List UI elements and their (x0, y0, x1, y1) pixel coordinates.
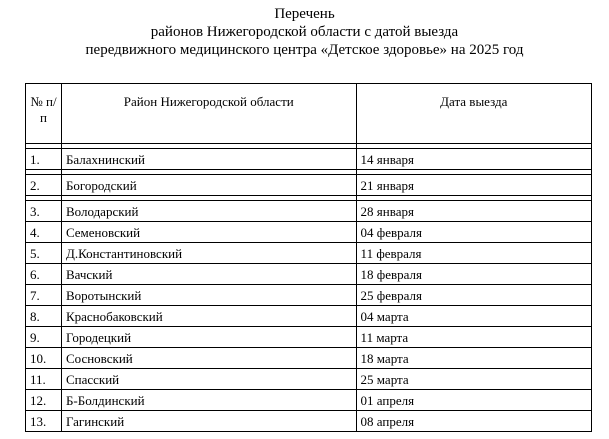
cell-date: 25 февраля (356, 285, 591, 306)
cell-num: 12. (26, 390, 62, 411)
cell-date: 11 марта (356, 327, 591, 348)
cell-num: 13. (26, 411, 62, 432)
table-body (26, 144, 592, 432)
cell-date: 21 января (356, 175, 591, 196)
table-row (26, 175, 592, 196)
header-district: Район Нижегородской области (61, 84, 356, 144)
cell-district: Семеновский (61, 222, 356, 243)
cell-district: Богородский (61, 175, 356, 196)
cell-district: Краснобаковский (61, 306, 356, 327)
table-row (26, 411, 592, 432)
cell-num: 7. (26, 285, 62, 306)
cell-date: 14 января (356, 149, 591, 170)
cell-num: 1. (26, 149, 62, 170)
table-row (26, 369, 592, 390)
cell-district: Сосновский (61, 348, 356, 369)
title-line-3: передвижного медицинского центра «Детское здоровье» на 2025 год (85, 42, 524, 58)
cell-num: 10. (26, 348, 62, 369)
cell-num: 11. (26, 369, 62, 390)
districts-table (25, 83, 592, 432)
title-line-1: Перечень (274, 6, 335, 22)
cell-date: 18 февраля (356, 264, 591, 285)
table-row (26, 201, 592, 222)
cell-date: 01 апреля (356, 390, 591, 411)
table-row (26, 348, 592, 369)
table-row (26, 264, 592, 285)
cell-district: Гагинский (61, 411, 356, 432)
table-row (26, 306, 592, 327)
table-row (26, 243, 592, 264)
cell-district: Д.Константиновский (61, 243, 356, 264)
table-row (26, 390, 592, 411)
cell-num: 6. (26, 264, 62, 285)
cell-date: 04 февраля (356, 222, 591, 243)
cell-date: 28 января (356, 201, 591, 222)
table-row (26, 327, 592, 348)
cell-num: 4. (26, 222, 62, 243)
cell-date: 08 апреля (356, 411, 591, 432)
cell-num: 9. (26, 327, 62, 348)
table-row (26, 222, 592, 243)
cell-district: Воротынский (61, 285, 356, 306)
title-line-2: районов Нижегородской области с датой выезда (150, 24, 459, 40)
table-header-row (26, 84, 592, 144)
header-date: Дата выезда (356, 84, 591, 144)
cell-district: Городецкий (61, 327, 356, 348)
document-title (0, 5, 609, 59)
header-num: № п/п (26, 84, 62, 144)
cell-district: Володарский (61, 201, 356, 222)
cell-num: 3. (26, 201, 62, 222)
cell-num: 8. (26, 306, 62, 327)
cell-date: 11 февраля (356, 243, 591, 264)
cell-district: Балахнинский (61, 149, 356, 170)
table-row (26, 149, 592, 170)
cell-date: 04 марта (356, 306, 591, 327)
cell-date: 25 марта (356, 369, 591, 390)
cell-num: 2. (26, 175, 62, 196)
cell-district: Спасский (61, 369, 356, 390)
cell-num: 5. (26, 243, 62, 264)
table-row (26, 285, 592, 306)
cell-district: Вачский (61, 264, 356, 285)
cell-date: 18 марта (356, 348, 591, 369)
cell-district: Б-Болдинский (61, 390, 356, 411)
